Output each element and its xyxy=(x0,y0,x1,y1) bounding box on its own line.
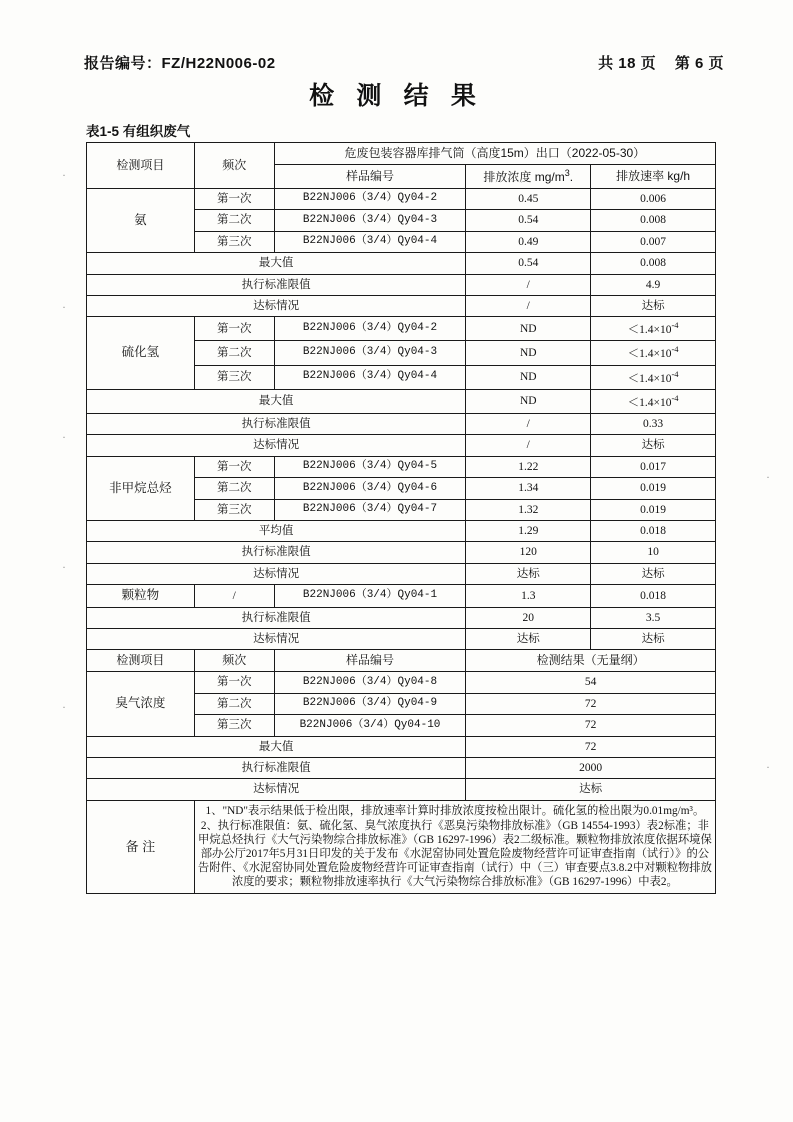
rate-exponent: -4 xyxy=(671,344,679,355)
freq-cell: 第一次 xyxy=(194,317,274,341)
rate-cell xyxy=(591,317,716,341)
sample-no-cell: B22NJ006（3/4）Qy04-4 xyxy=(274,365,466,389)
summary-label: 最大值 xyxy=(87,736,466,757)
rate-cell: 0.018 xyxy=(591,585,716,608)
conc-cell: 0.45 xyxy=(466,189,591,210)
table-row-limit xyxy=(87,542,716,563)
th-rate: 排放速率 kg/h xyxy=(591,165,716,189)
conc-cell: 1.3 xyxy=(466,585,591,608)
summary-label: 最大值 xyxy=(87,253,466,274)
table-header-row xyxy=(87,143,716,165)
table-row-status xyxy=(87,295,716,316)
current-page: 第 6 页 xyxy=(674,55,724,72)
sample-no-cell: B22NJ006（3/4）Qy04-2 xyxy=(274,317,466,341)
table-row-summary xyxy=(87,520,716,541)
sample-no-cell: B22NJ006（3/4）Qy04-3 xyxy=(274,341,466,365)
table-row-limit xyxy=(87,274,716,295)
summary-rate xyxy=(591,389,716,413)
freq-cell: 第三次 xyxy=(194,499,274,520)
results-table xyxy=(86,142,716,894)
section-name-odor: 臭气浓度 xyxy=(87,672,195,736)
summary-rate: 0.008 xyxy=(591,253,716,274)
table-row xyxy=(87,456,716,477)
th-concentration-text: 排放浓度 mg/m xyxy=(483,170,565,184)
status-label: 达标情况 xyxy=(87,629,466,650)
odor-header-row xyxy=(87,650,716,672)
limit-conc: / xyxy=(466,274,591,295)
th-item: 检测项目 xyxy=(87,143,195,189)
section-name-h2s: 硫化氢 xyxy=(87,317,195,390)
status-conc: / xyxy=(466,435,591,456)
limit-rate: 0.33 xyxy=(591,414,716,435)
sample-no-cell: B22NJ006（3/4）Qy04-6 xyxy=(274,478,466,499)
sample-no-cell: B22NJ006（3/4）Qy04-8 xyxy=(274,672,466,693)
status-rate: 达标 xyxy=(591,435,716,456)
limit-rate: 10 xyxy=(591,542,716,563)
rate-cell: 0.019 xyxy=(591,499,716,520)
conc-cell: 1.32 xyxy=(466,499,591,520)
page-header xyxy=(84,52,724,73)
freq-cell: 第二次 xyxy=(194,478,274,499)
rate-cell: 0.006 xyxy=(591,189,716,210)
rate-exponent: -4 xyxy=(671,368,679,379)
sample-no-cell: B22NJ006（3/4）Qy04-1 xyxy=(274,585,466,608)
th-concentration-sup: 3 xyxy=(564,168,570,178)
th-result-odor: 检测结果（无量纲） xyxy=(466,650,716,672)
th-item-odor: 检测项目 xyxy=(87,650,195,672)
limit-rate: 3.5 xyxy=(591,607,716,628)
rate-value: ＜1.4×10 xyxy=(627,348,672,361)
result-cell: 72 xyxy=(466,693,716,714)
limit-label: 执行标准限值 xyxy=(87,607,466,628)
limit-label: 执行标准限值 xyxy=(87,542,466,563)
summary-conc: 0.54 xyxy=(466,253,591,274)
conc-cell: 1.34 xyxy=(466,478,591,499)
remark-line-2: 2、执行标准限值：氨、硫化氢、臭气浓度执行《恶臭污染物排放标准》（GB 14554-1993）表2标准；非甲烷总烃执行《大气污染物综合排放标准》（GB 16297-1996）表2二级标准。颗粒物排放浓度依据环境保部办公厅2017年5月31日印发的关于发布《水泥窑协同处置危险废物经营许可证审查指南（试行）》的公告附件、《水泥窑协同处置危险废物经营许可证审查指南（试行）中（三）审查要点3.8.2中对颗粒物排放浓度的要求；颗粒物排放速率执行《大气污染物综合排放标准》（GB 16297-1996）中表2。 xyxy=(197,819,712,889)
result-cell: 54 xyxy=(466,672,716,693)
table-caption: 表1-5 有组织废气 xyxy=(86,124,191,139)
limit-value: 2000 xyxy=(466,757,716,778)
conc-cell: 0.54 xyxy=(466,210,591,231)
freq-cell: 第三次 xyxy=(194,231,274,252)
table-row-limit xyxy=(87,607,716,628)
th-sample-no-odor: 样品编号 xyxy=(274,650,466,672)
summary-rate: 0.018 xyxy=(591,520,716,541)
status-label: 达标情况 xyxy=(87,779,466,800)
rate-cell: 0.019 xyxy=(591,478,716,499)
table-row-status xyxy=(87,435,716,456)
table-row-summary xyxy=(87,736,716,757)
result-cell: 72 xyxy=(466,715,716,736)
sample-no-cell: B22NJ006（3/4）Qy04-10 xyxy=(274,715,466,736)
table-row-status xyxy=(87,779,716,800)
rate-value: ＜1.4×10 xyxy=(627,396,672,409)
conc-cell: 1.22 xyxy=(466,456,591,477)
sample-no-cell: B22NJ006（3/4）Qy04-9 xyxy=(274,693,466,714)
freq-cell: 第二次 xyxy=(194,341,274,365)
freq-cell: 第一次 xyxy=(194,456,274,477)
limit-conc: 20 xyxy=(466,607,591,628)
status-conc: / xyxy=(466,295,591,316)
remark-line-1: 1、"ND"表示结果低于检出限，排放速率计算时排放浓度按检出限计。硫化氢的检出限为0.01mg/m³。 xyxy=(205,804,705,817)
sample-no-cell: B22NJ006（3/4）Qy04-5 xyxy=(274,456,466,477)
rate-cell: 0.008 xyxy=(591,210,716,231)
table-row xyxy=(87,585,716,608)
summary-label: 最大值 xyxy=(87,389,466,413)
rate-exponent: -4 xyxy=(671,320,679,331)
limit-label: 执行标准限值 xyxy=(87,757,466,778)
freq-cell: / xyxy=(194,585,274,608)
total-pages: 共 18 页 xyxy=(598,55,657,72)
conc-cell: ND xyxy=(466,317,591,341)
th-group: 危废包装容器库排气筒（高度15m）出口（2022-05-30） xyxy=(274,143,715,165)
section-name-ammonia: 氨 xyxy=(87,189,195,253)
status-label: 达标情况 xyxy=(87,563,466,584)
th-concentration: 排放浓度 $mg/m^3$. xyxy=(466,165,591,189)
status-rate: 达标 xyxy=(591,629,716,650)
freq-cell: 第二次 xyxy=(194,210,274,231)
remark-body xyxy=(194,800,715,894)
table-row xyxy=(87,317,716,341)
status-conc: 达标 xyxy=(466,629,591,650)
summary-value: 72 xyxy=(466,736,716,757)
rate-value: ＜1.4×10 xyxy=(627,324,672,337)
limit-label: 执行标准限值 xyxy=(87,274,466,295)
status-rate: 达标 xyxy=(591,295,716,316)
table-row xyxy=(87,672,716,693)
table-row-summary xyxy=(87,253,716,274)
section-name-nmhc: 非甲烷总烃 xyxy=(87,456,195,520)
table-row-status xyxy=(87,629,716,650)
freq-cell: 第一次 xyxy=(194,672,274,693)
summary-conc: 1.29 xyxy=(466,520,591,541)
summary-label: 平均值 xyxy=(87,520,466,541)
rate-value: ＜1.4×10 xyxy=(627,372,672,385)
rate-cell: 0.017 xyxy=(591,456,716,477)
status-value: 达标 xyxy=(466,779,716,800)
freq-cell: 第二次 xyxy=(194,693,274,714)
table-row-limit xyxy=(87,757,716,778)
conc-cell: ND xyxy=(466,341,591,365)
table-row xyxy=(87,189,716,210)
table-row-summary xyxy=(87,389,716,413)
document-page: · · · · · · · 报告编号：FZ/H22N006-02 共 18 页 第 6 页 检 测 结 果 表1-5 有组织废气 检测项目 频次 危废包装容器库排气筒（高度15m）出口（2022-05-30） 样品编号 排放浓度 $mg/m^3$. 排放速率 kg/h 氨 第一次 B22NJ006（3/4）Qy04-2 0.45 0.006 第二次 B22NJ006（3/4）Qy04-3 0.54 0.008 第三次 B22NJ006（3/4）Qy04-4 0.49 0.007 最大值 0.54 0.008 执行标准限值 / 4.9 达标情况 / 达标 硫化氢 第一次 B22NJ006（3/4）Qy04-2 ND $<1.4\times 10^{-4}$ 第二次 B22NJ006（3/4）Qy04-3 ND $<1.4\times 10^{-4}$ 第三次 B22NJ006（3/4）Qy04-4 ND $<1.4\times 10^{-4}$ 最大值 ND $<1.4\times 10^{-4}$ 执行标准限值 / 0.33 达标情况 / 达标 非甲烷总烃 第一次 B22NJ006（3/4）Qy04-5 1.22 0.017 第二次 B22NJ006（3/4）Qy04-6 1.34 0.019 第三次 B22NJ006（3/4）Qy04-7 1.32 0.019 平均值 1.29 0.018 执行标准限值 120 10 达标情况 达标 达标 颗粒物 / B22NJ006（3/4）Qy04-1 1.3 0.018 执行标准限值 20 3.5 达标情况 达标 达标 检测项目 频次 样品编号 检测结果（无量纲） 臭气浓度 第一次 B22NJ006（3/4）Qy04-8 54 第二次 B22NJ006（3/4）Qy04-9 72 第三次 B22NJ006（3/4）Qy04-10 72 最大值 72 执行标准限值 2000 达标情况 达标 备 注 1、"ND"表示结果低于检出限，排放速率计算时排放浓度按检出限计。硫化氢的检出限为0.01mg/m³。 2、执行标准限值：氨、硫化氢、臭气浓度执行《恶臭污染物排放标准》（GB 14554-1993）表2标准；非甲烷总烃执行《大气污染物综合排放标准》（GB 16297-1996）表2二级标准。颗粒物排放浓度依据环境保部办公厅2017年5月31日印发的关于发布《水泥窑协同处置危险废物经营许可证审查指南（试行）》的公告附件、《水泥窑协同处置危险废物经营许可证审查指南（试行）中（三）审查要点3.8.2中对颗粒物排放浓度的要求；颗粒物排放速率执行《大气污染物综合排放标准》（GB 16297-1996）中表2。 xyxy=(0,0,793,1122)
remark-row xyxy=(87,800,716,894)
th-frequency-odor: 频次 xyxy=(194,650,274,672)
page-number xyxy=(584,52,724,73)
limit-label: 执行标准限值 xyxy=(87,414,466,435)
report-number: 报告编号：FZ/H22N006-02 xyxy=(84,55,276,72)
sample-no-cell: B22NJ006（3/4）Qy04-7 xyxy=(274,499,466,520)
th-sample-no: 样品编号 xyxy=(274,165,466,189)
rate-cell xyxy=(591,365,716,389)
status-label: 达标情况 xyxy=(87,295,466,316)
limit-conc: / xyxy=(466,414,591,435)
section-name-particulate: 颗粒物 xyxy=(87,585,195,608)
conc-cell: ND xyxy=(466,365,591,389)
status-conc: 达标 xyxy=(466,563,591,584)
sample-no-cell: B22NJ006（3/4）Qy04-3 xyxy=(274,210,466,231)
status-rate: 达标 xyxy=(591,563,716,584)
remark-label: 备 注 xyxy=(87,800,195,894)
th-frequency: 频次 xyxy=(194,143,274,189)
table-row-limit xyxy=(87,414,716,435)
limit-rate: 4.9 xyxy=(591,274,716,295)
sample-no-cell: B22NJ006（3/4）Qy04-2 xyxy=(274,189,466,210)
rate-exponent: -4 xyxy=(671,392,679,403)
limit-conc: 120 xyxy=(466,542,591,563)
freq-cell: 第三次 xyxy=(194,365,274,389)
table-row-status xyxy=(87,563,716,584)
rate-cell xyxy=(591,341,716,365)
summary-conc: ND xyxy=(466,389,591,413)
freq-cell: 第三次 xyxy=(194,715,274,736)
rate-cell: 0.007 xyxy=(591,231,716,252)
conc-cell: 0.49 xyxy=(466,231,591,252)
status-label: 达标情况 xyxy=(87,435,466,456)
freq-cell: 第一次 xyxy=(194,189,274,210)
sample-no-cell: B22NJ006（3/4）Qy04-4 xyxy=(274,231,466,252)
page-title: 检 测 结 果 xyxy=(309,83,484,110)
